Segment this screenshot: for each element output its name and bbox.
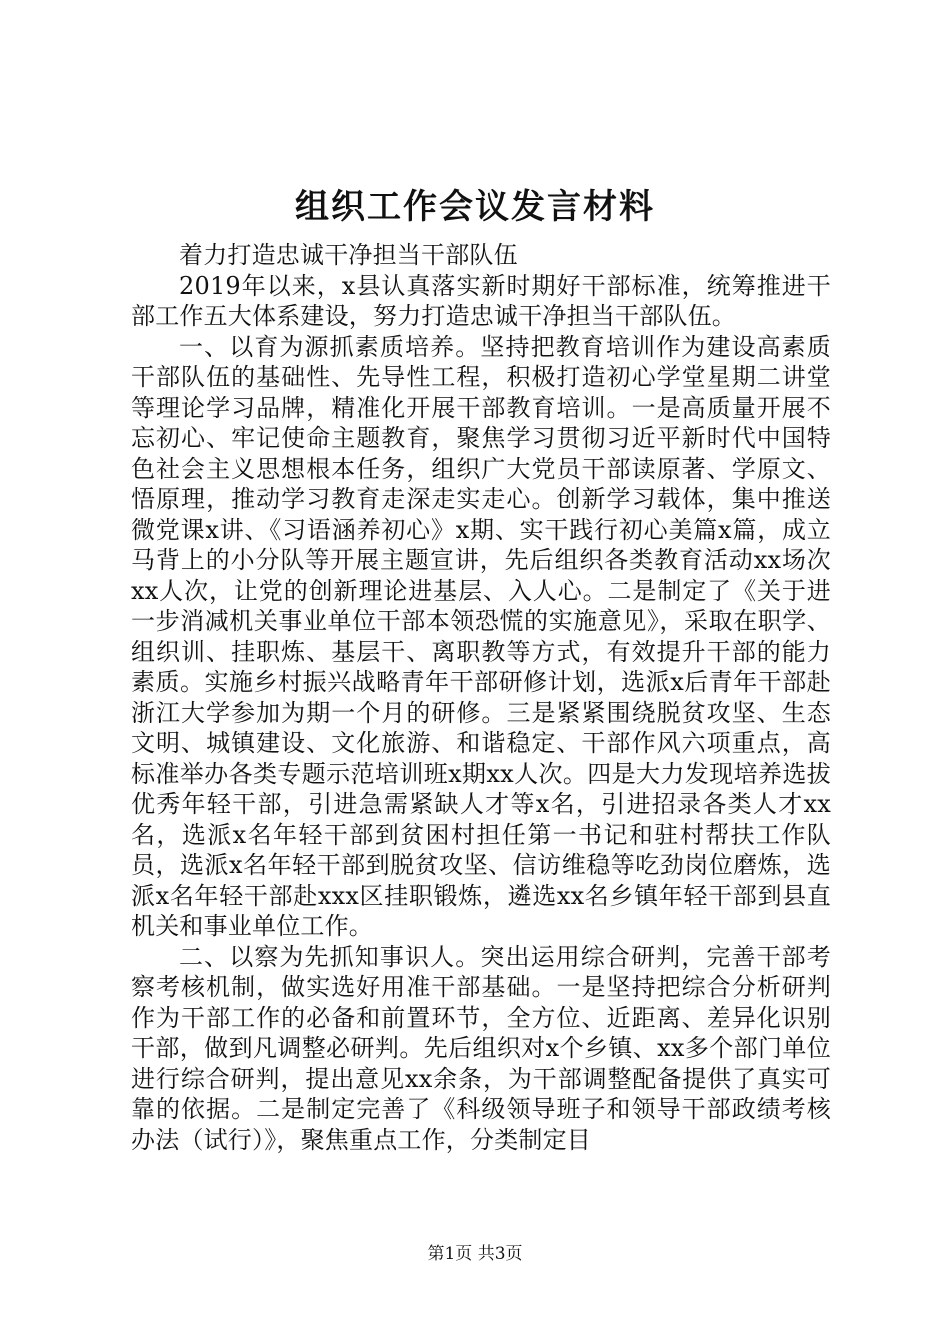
section-two-paragraph: 二、以察为先抓知事识人。突出运用综合研判，完善干部考察考核机制，做实选好用准干部基础。一是坚持把综合分析研判作为干部工作的必备和前置环节，全方位、近距离、差异化识别干部，做到凡调整必研判。先后组织对x个乡镇、xx多个部门单位进行综合研判，提出意见xx余条，为干部调整配备提供了真实可靠的依据。二是制定完善了《科级领导班子和领导干部政绩考核办法（试行）》，聚焦重点工作，分类制定目 [131, 942, 831, 1154]
intro-paragraph: 2019年以来，x县认真落实新时期好干部标准，统筹推进干部工作五大体系建设，努力打造忠诚干净担当干部队伍。 [131, 271, 831, 330]
section-one-paragraph: 一、以育为源抓素质培养。坚持把教育培训作为建设高素质干部队伍的基础性、先导性工程，积极打造初心学堂星期二讲堂等理论学习品牌，精准化开展干部教育培训。一是高质量开展不忘初心、牢记使命主题教育，聚焦学习贯彻习近平新时代中国特色社会主义思想根本任务，组织广大党员干部读原著、学原文、悟原理，推动学习教育走深走实走心。创新学习载体，集中推送微党课x讲、《习语涵养初心》x期、实干践行初心美篇x篇，成立马背上的小分队等开展主题宣讲，先后组织各类教育活动xx场次xx人次，让党的创新理论进基层、入人心。二是制定了《关于进一步消减机关事业单位干部本领恐慌的实施意见》，采取在职学、组织训、挂职炼、基层干、离职教等方式，有效提升干部的能力素质。实施乡村振兴战略青年干部研修计划，选派x后青年干部赴浙江大学参加为期一个月的研修。三是紧紧围绕脱贫攻坚、生态文明、城镇建设、文化旅游、和谐稳定、干部作风六项重点，高标准举办各类专题示范培训班x期xx人次。四是大力发现培养选拔优秀年轻干部，引进急需紧缺人才等x名，引进招录各类人才xx名，选派x名年轻干部到贫困村担任第一书记和驻村帮扶工作队员，选派x名年轻干部到脱贫攻坚、信访维稳等吃劲岗位磨炼，选派x名年轻干部赴xxx区挂职锻炼，遴选xx名乡镇年轻干部到县直机关和事业单位工作。 [131, 332, 831, 940]
document-title: 组织工作会议发言材料 [295, 187, 655, 227]
page-number-footer: 第1页 共3页 [427, 1244, 523, 1264]
subtitle-paragraph: 着力打造忠诚干净担当干部队伍 [179, 241, 518, 269]
document-body [131, 240, 831, 1155]
